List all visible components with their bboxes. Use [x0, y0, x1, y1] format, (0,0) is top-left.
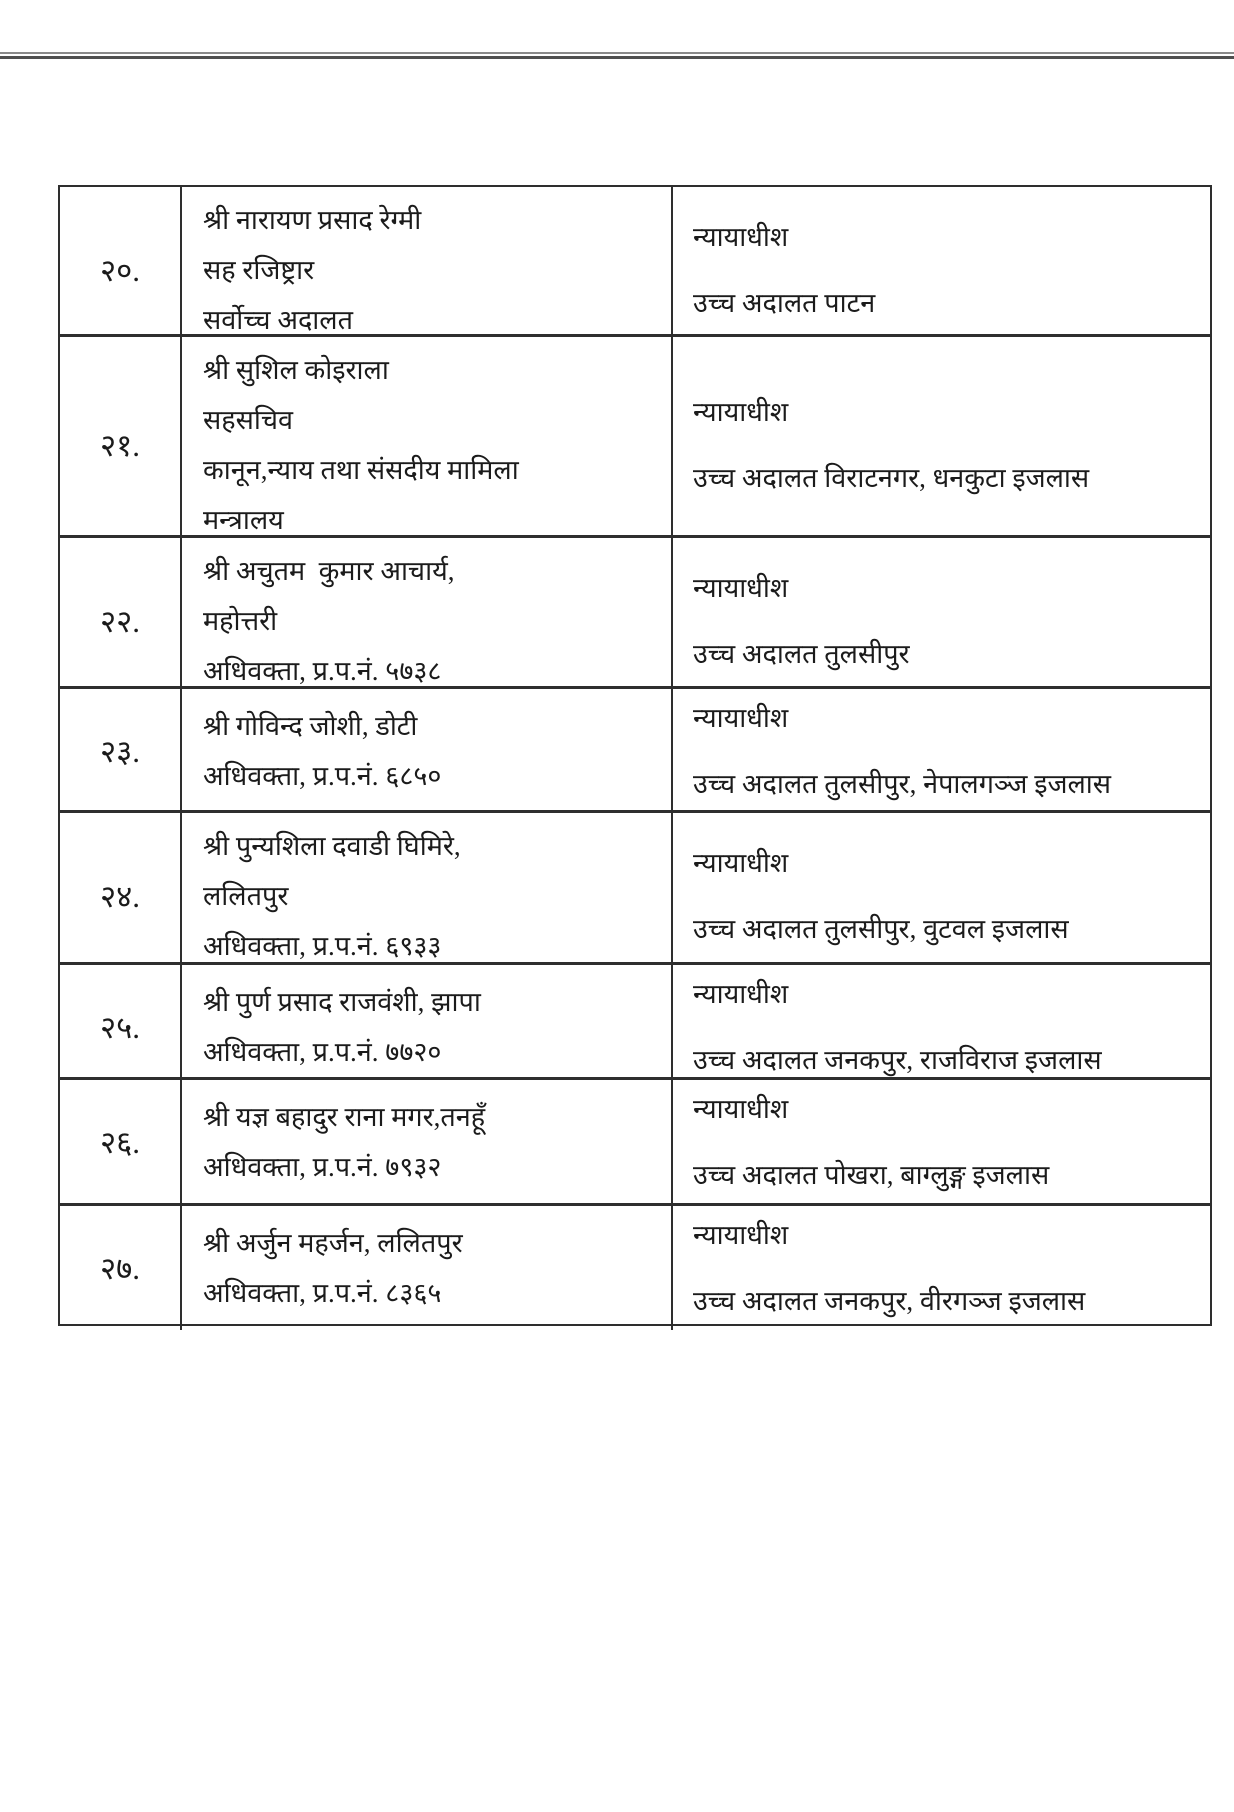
designation-line: उच्च अदालत तुलसीपुर [693, 639, 910, 669]
name-line: अधिवक्ता, प्र.प.नं. ६८५० [203, 761, 442, 791]
name-line: श्री यज्ञ बहादुर राना मगर,तनहूँ [203, 1102, 486, 1132]
name-line: अधिवक्ता, प्र.प.नं. ६९३३ [203, 931, 442, 961]
table-row [60, 535, 1210, 686]
serial-number: २२. [100, 604, 140, 639]
name-line: कानून,न्याय तथा संसदीय मामिला [203, 455, 519, 485]
designation-cell [673, 813, 1210, 979]
serial-cell [60, 337, 182, 553]
name-cell [182, 187, 673, 353]
name-line: श्री गोविन्द जोशी, डोटी [203, 711, 418, 741]
designation-line: न्यायाधीश [693, 703, 789, 733]
serial-number: २४. [100, 879, 140, 914]
serial-cell [60, 538, 182, 704]
serial-cell [60, 689, 182, 813]
table-row [60, 187, 1210, 334]
serial-number: २०. [100, 253, 140, 288]
designation-cell [673, 965, 1210, 1089]
designation-cell [673, 1080, 1210, 1204]
name-cell [182, 1080, 673, 1204]
name-line: मन्त्रालय [203, 505, 284, 535]
table-row [60, 962, 1210, 1077]
designation-line: उच्च अदालत जनकपुर, वीरगञ्ज इजलास [693, 1286, 1086, 1316]
serial-cell [60, 187, 182, 353]
name-line: श्री अचुतम कुमार आचार्य, [203, 556, 455, 586]
name-line: ललितपुर [203, 881, 289, 911]
name-line: अधिवक्ता, प्र.प.नं. ७७२० [203, 1037, 442, 1067]
name-cell [182, 965, 673, 1089]
designation-line: न्यायाधीश [693, 979, 789, 1009]
designation-line: उच्च अदालत पोखरा, बाग्लुङ्ग इजलास [693, 1160, 1050, 1190]
table-row [60, 1203, 1210, 1324]
designation-line: उच्च अदालत पाटन [693, 288, 876, 318]
designation-cell [673, 538, 1210, 704]
name-line: महोत्तरी [203, 606, 278, 636]
serial-cell [60, 813, 182, 979]
top-double-rule [0, 52, 1234, 59]
name-line: श्री अर्जुन महर्जन, ललितपुर [203, 1228, 463, 1258]
name-line: सर्वोच्च अदालत [203, 305, 353, 335]
name-line: सह रजिष्ट्रार [203, 255, 315, 285]
name-line: श्री पुन्यशिला दवाडी घिमिरे, [203, 831, 461, 861]
serial-number: २३. [100, 734, 140, 769]
name-line: श्री पुर्ण प्रसाद राजवंशी, झापा [203, 987, 481, 1017]
serial-number: २६. [100, 1125, 140, 1160]
designation-line: न्यायाधीश [693, 1094, 789, 1124]
designation-line: उच्च अदालत तुलसीपुर, नेपालगञ्ज इजलास [693, 769, 1112, 799]
table-row [60, 334, 1210, 535]
name-line: श्री सुशिल कोइराला [203, 355, 389, 385]
name-line: अधिवक्ता, प्र.प.नं. ७९३२ [203, 1152, 442, 1182]
name-cell [182, 538, 673, 704]
serial-number: २७. [100, 1251, 140, 1286]
table-row [60, 810, 1210, 962]
designation-line: न्यायाधीश [693, 1220, 789, 1250]
designation-line: न्यायाधीश [693, 848, 789, 878]
serial-cell [60, 1080, 182, 1204]
designation-cell [673, 337, 1210, 553]
name-cell [182, 337, 673, 553]
designation-line: उच्च अदालत तुलसीपुर, वुटवल इजलास [693, 914, 1069, 944]
designation-cell [673, 1206, 1210, 1330]
serial-number: २५. [100, 1010, 140, 1045]
name-cell [182, 813, 673, 979]
designation-line: न्यायाधीश [693, 222, 789, 252]
table-row [60, 1077, 1210, 1203]
designation-line: न्यायाधीश [693, 573, 789, 603]
name-line: अधिवक्ता, प्र.प.नं. ८३६५ [203, 1278, 442, 1308]
designation-line: न्यायाधीश [693, 397, 789, 427]
designation-cell [673, 187, 1210, 353]
designation-line: उच्च अदालत जनकपुर, राजविराज इजलास [693, 1045, 1102, 1075]
name-line: सहसचिव [203, 405, 293, 435]
name-line: अधिवक्ता, प्र.प.नं. ५७३८ [203, 656, 442, 686]
serial-number: २१. [100, 428, 140, 463]
name-cell [182, 1206, 673, 1330]
serial-cell [60, 1206, 182, 1330]
name-cell [182, 689, 673, 813]
judges-table [58, 185, 1212, 1326]
designation-line: उच्च अदालत विराटनगर, धनकुटा इजलास [693, 463, 1090, 493]
name-line: श्री नारायण प्रसाद रेग्मी [203, 205, 422, 235]
designation-cell [673, 689, 1210, 813]
serial-cell [60, 965, 182, 1089]
table-row [60, 686, 1210, 810]
